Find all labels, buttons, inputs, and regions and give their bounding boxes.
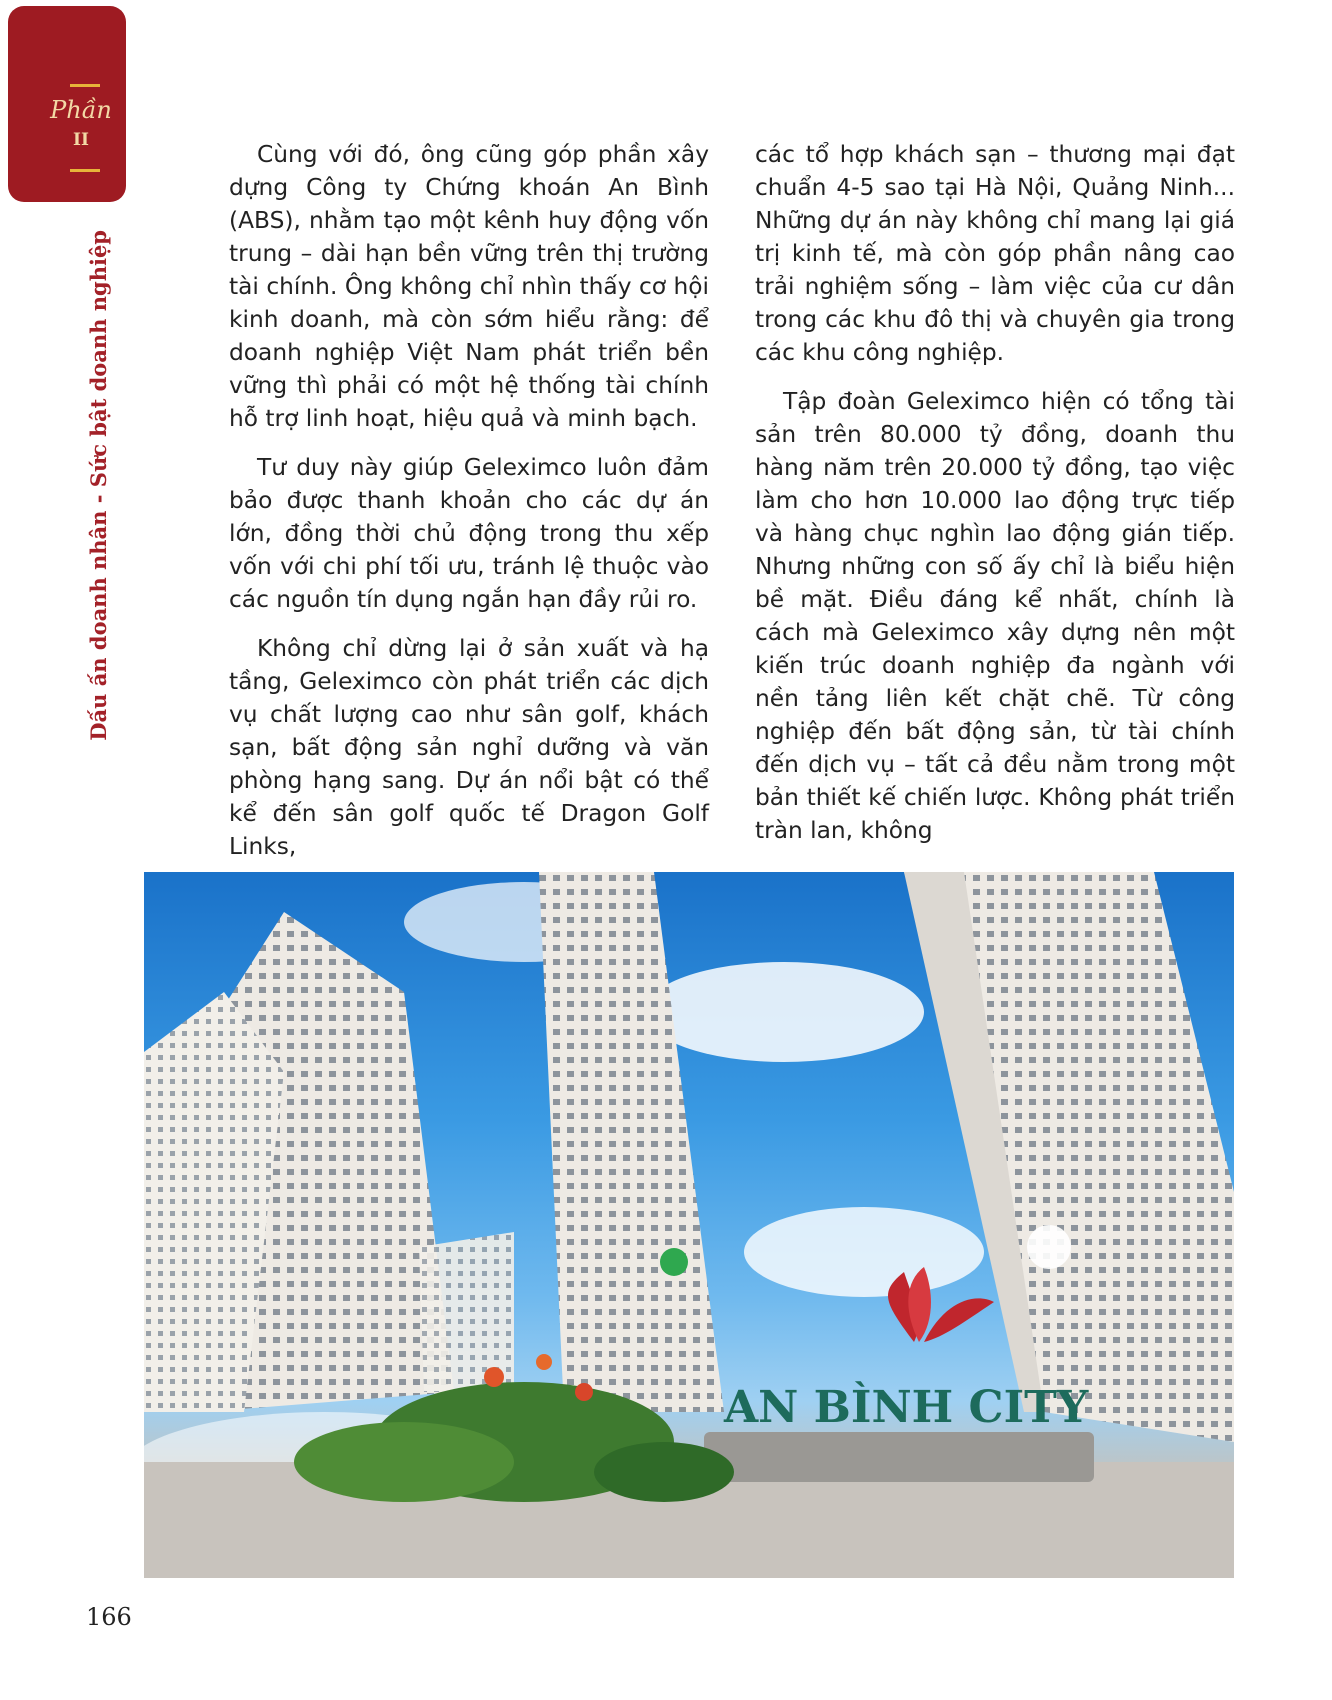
paragraph: các tổ hợp khách sạn – thương mại đạt chuẩn 4-5 sao tại Hà Nội, Quảng Ninh... Những dự án này không chỉ mang lại giá trị kinh tế, mà còn góp phần nâng cao trải nghiệm sống – làm việc của cư dân trong các khu đô thị và chuyên gia trong các khu công nghiệp. bbox=[755, 141, 1235, 366]
left-column bbox=[229, 138, 709, 879]
paragraph: Tập đoàn Geleximco hiện có tổng tài sản trên 80.000 tỷ đồng, doanh thu hàng năm trên 20.000 tỷ đồng, tạo việc làm cho hơn 10.000 lao động trực tiếp và hàng chục nghìn lao động gián tiếp. Nhưng những con số ấy chỉ là biểu hiện bề mặt. Điều đáng kể nhất, chính là cách mà Geleximco xây dựng nên một kiến trúc doanh nghiệp đa ngành với nền tảng liên kết chặt chẽ. Từ công nghiệp đến bất động sản, từ tài chính đến dịch vụ – tất cả đều nằm trong một bản thiết kế chiến lược. Không phát triển tràn lan, không bbox=[755, 388, 1235, 844]
section-number: II bbox=[73, 130, 89, 150]
section-tab bbox=[8, 6, 126, 202]
photo-an-binh-city bbox=[144, 872, 1234, 1578]
right-column bbox=[755, 138, 1235, 863]
flower bbox=[575, 1383, 593, 1401]
green-balloon bbox=[660, 1248, 688, 1276]
paragraph: Không chỉ dừng lại ở sản xuất và hạ tầng, Geleximco còn phát triển các dịch vụ chất lượng cao như sân golf, khách sạn, bất động sản nghỉ dưỡng và văn phòng hạng sang. Dự án nổi bật có thể kể đến sân golf quốc tế Dragon Golf Links, bbox=[229, 635, 709, 860]
plants bbox=[294, 1422, 514, 1502]
sign-text: AN BÌNH CITY bbox=[724, 1382, 1089, 1433]
flower bbox=[484, 1367, 504, 1387]
side-title: Dấu ấn doanh nhân - Sức bật doanh nghiệp bbox=[86, 230, 111, 741]
plants bbox=[594, 1442, 734, 1502]
tab-rule-top bbox=[70, 84, 100, 87]
logo-leaf bbox=[924, 1298, 994, 1342]
white-balloon bbox=[1027, 1225, 1071, 1269]
paragraph: Tư duy này giúp Geleximco luôn đảm bảo được thanh khoản cho các dự án lớn, đồng thời chủ động trong thu xếp vốn với chi phí tối ưu, tránh lệ thuộc vào các nguồn tín dụng ngắn hạn đầy rủi ro. bbox=[229, 454, 709, 613]
background-tower bbox=[419, 1232, 514, 1392]
page-number: 166 bbox=[86, 1603, 132, 1631]
center-tower bbox=[539, 872, 724, 1412]
paragraph: Cùng với đó, ông cũng góp phần xây dựng Công ty Chứng khoán An Bình (ABS), nhằm tạo một kênh huy động vốn trung – dài hạn bền vững trên thị trường tài chính. Ông không chỉ nhìn thấy cơ hội kinh doanh, mà còn sớm hiểu rằng: để doanh nghiệp Việt Nam phát triển bền vững thì phải có một hệ thống tài chính hỗ trợ linh hoạt, hiệu quả và minh bạch. bbox=[229, 141, 709, 432]
flower bbox=[536, 1354, 552, 1370]
cloud bbox=[644, 962, 924, 1062]
photo-illustration bbox=[144, 872, 1234, 1578]
sign-base bbox=[704, 1432, 1094, 1482]
tab-rule-bottom bbox=[70, 169, 100, 172]
section-label: Phần bbox=[50, 96, 112, 124]
cloud bbox=[744, 1207, 984, 1297]
